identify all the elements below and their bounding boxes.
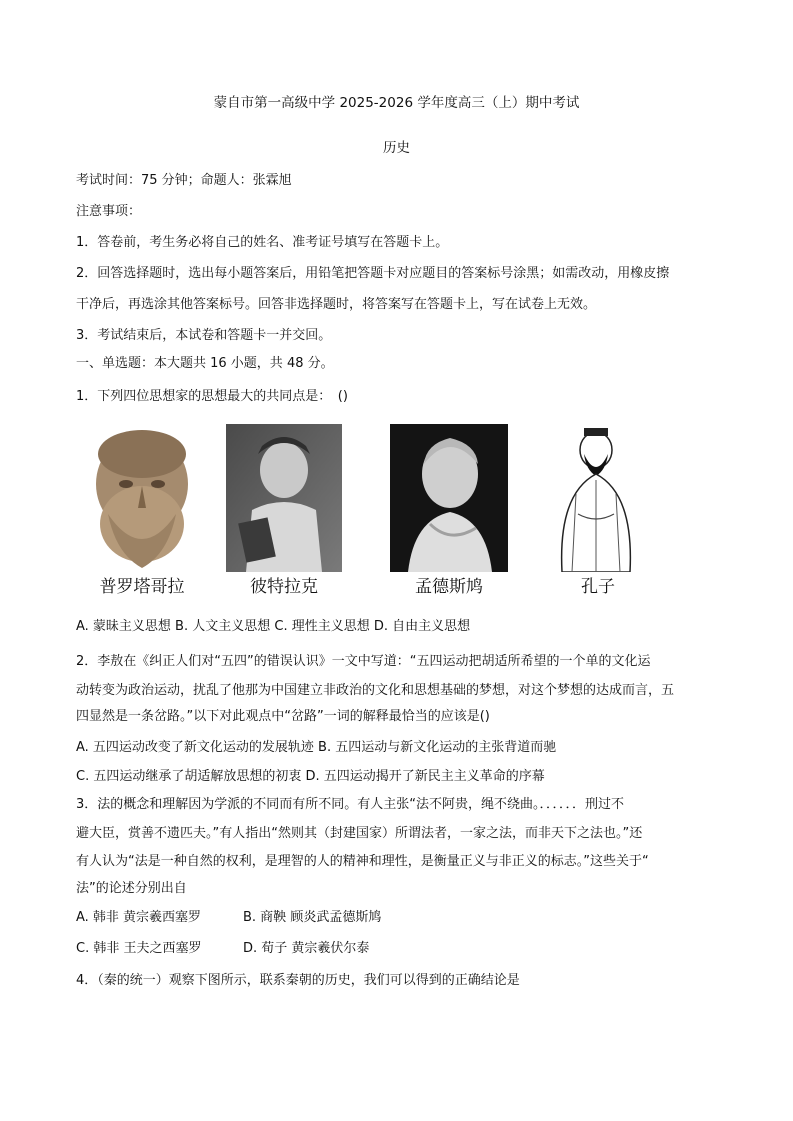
thinker-name-petrarch: 彼特拉克 <box>250 577 318 597</box>
thinker-name-confucius: 孔子 <box>581 577 615 597</box>
question-2-stem-line-3: 四显然是一条岔路。”以下对此观点中“岔路”一词的解释最恰当的应该是() <box>76 709 490 724</box>
question-1-options: A. 蒙昧主义思想 B. 人文主义思想 C. 理性主义思想 D. 自由主义思想 <box>76 619 471 634</box>
subject-title: 历史 <box>383 140 410 156</box>
confucius-drawing-image <box>528 424 664 572</box>
thinker-name-protagoras: 普罗塔哥拉 <box>99 577 185 597</box>
notice-title: 注意事项： <box>76 204 142 219</box>
question-3-stem-line-4: 法”的论述分别出自 <box>76 881 187 896</box>
question-3-option-d: D. 荀子 黄宗羲伏尔泰 <box>243 941 370 956</box>
question-3-stem-line-2: 避大臣，赏善不遗匹夫。”有人指出“然则其（封建国家）所谓法者，一家之法，而非天下之法也。”还 <box>76 826 643 841</box>
question-1-stem: 1．下列四位思想家的思想最大的共同点是： () <box>76 389 348 404</box>
question-2-options-ab: A. 五四运动改变了新文化运动的发展轨迹 B. 五四运动与新文化运动的主张背道而驰 <box>76 740 557 755</box>
petrarch-portrait-image <box>226 424 342 572</box>
question-3-stem-line-1: 3．法的概念和理解因为学派的不同而有所不同。有人主张“法不阿贵，绳不绕曲。．．．．．．刑过不 <box>76 797 625 812</box>
question-2-options-cd: C. 五四运动继承了胡适解放思想的初衷 D. 五四运动揭开了新民主主义革命的序幕 <box>76 769 545 784</box>
question-3-stem-line-3: 有人认为“法是一种自然的权利，是理智的人的精神和理性，是衡量正义与非正义的标志。”这些关于“ <box>76 854 649 869</box>
exam-title: 蒙自市第一高级中学 2025-2026 学年度高三（上）期中考试 <box>213 95 580 111</box>
section-heading: 一、单选题：本大题共 16 小题，共 48 分。 <box>76 356 334 371</box>
protagoras-bust-image <box>78 424 206 572</box>
notice-item-3: 3．考试结束后，本试卷和答题卡一并交回。 <box>76 328 332 343</box>
notice-item-1: 1．答卷前，考生务必将自己的姓名、准考证号填写在答题卡上。 <box>76 235 449 250</box>
question-3-option-c: C. 韩非 王夫之西塞罗 <box>76 941 202 956</box>
question-3-option-b: B. 商鞅 顾炎武孟德斯鸠 <box>243 910 382 925</box>
notice-item-2-line-1: 2．回答选择题时，选出每小题答案后，用铅笔把答题卡对应题目的答案标号涂黑；如需改动，用橡皮擦 <box>76 266 670 281</box>
question-4-stem: 4．（秦的统一）观察下图所示，联系秦朝的历史，我们可以得到的正确结论是 <box>76 973 520 988</box>
question-2-stem-line-2: 动转变为政治运动，扰乱了他那为中国建立非政治的文化和思想基础的梦想，对这个梦想的达成而言，五 <box>76 683 675 698</box>
thinker-name-montesquieu: 孟德斯鸠 <box>415 577 483 597</box>
montesquieu-bust-image <box>390 424 508 572</box>
thinkers-figure <box>78 424 664 602</box>
question-2-stem-line-1: 2．李敖在《纠正人们对“五四”的错误认识》一文中写道：“五四运动把胡适所希望的一个单的文化运 <box>76 654 651 669</box>
exam-info-line: 考试时间：75 分钟；命题人：张霖旭 <box>76 173 292 188</box>
notice-item-2-line-2: 干净后，再选涂其他答案标号。回答非选择题时，将答案写在答题卡上，写在试卷上无效。 <box>76 297 597 312</box>
question-3-option-a: A. 韩非 黄宗羲西塞罗 <box>76 910 202 925</box>
